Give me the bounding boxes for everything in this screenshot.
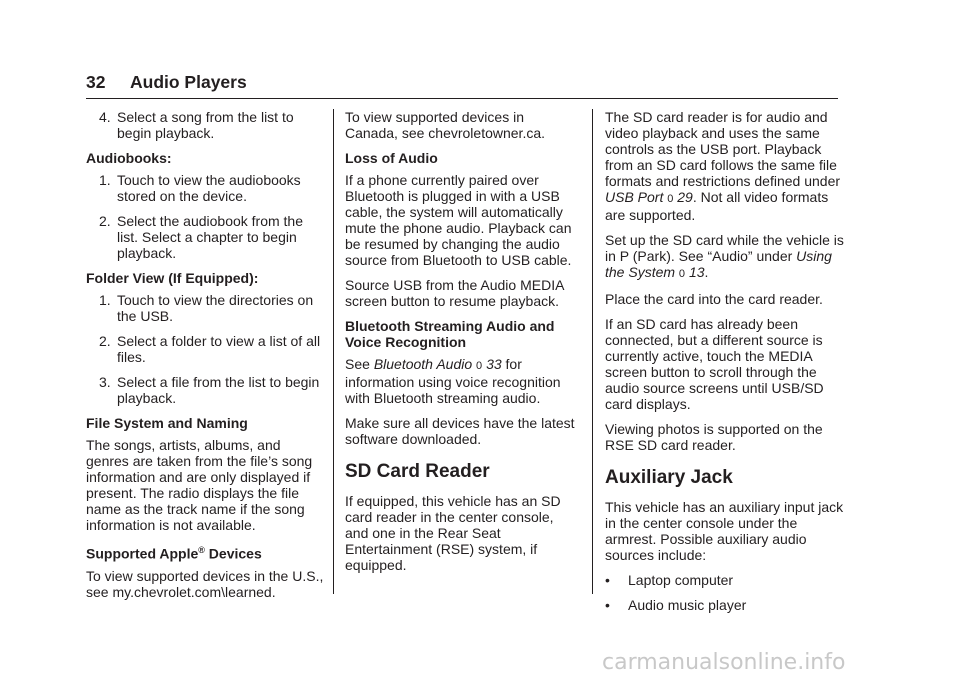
- auxiliary-jack-heading: Auxiliary Jack: [605, 467, 733, 488]
- column-divider: [592, 109, 593, 594]
- list-item: [86, 213, 326, 261]
- text: Set up the SD card while the vehicle is in P (Park). See “Audio” under: [605, 232, 844, 264]
- page-title: Audio Players: [130, 72, 247, 92]
- page-reference: 29: [677, 189, 693, 205]
- registered-mark: ®: [198, 545, 205, 555]
- list-item: [86, 333, 326, 365]
- apple-us-paragraph: To view supported devices in the U.S., see my.chevrolet.com\learned.: [86, 567, 324, 600]
- list-text: Select a file from the list to begin playback.: [117, 374, 320, 406]
- list-text: Select the audiobook from the list. Select a chapter to begin playback.: [117, 213, 304, 261]
- list-item: [86, 109, 326, 141]
- bullet-text: Laptop computer: [628, 572, 734, 588]
- file-system-heading: File System and Naming: [86, 415, 248, 431]
- sd-card-paragraph: [605, 109, 845, 223]
- audiobooks-heading: Audiobooks:: [86, 150, 172, 166]
- text: for information using voice recognition with Bluetooth streaming audio.: [345, 356, 561, 406]
- cross-reference: Using the System: [605, 248, 832, 280]
- watermark: carmanualsonline.info: [602, 650, 846, 675]
- loss-of-audio-heading: Loss of Audio: [345, 150, 438, 166]
- list-number: 3.: [99, 374, 111, 390]
- cross-reference: USB Port: [605, 189, 664, 205]
- list-item: [86, 374, 326, 406]
- list-text: Select a folder to view a list of all files.: [117, 333, 321, 365]
- list-text: Touch to view the audiobooks stored on the device.: [117, 172, 301, 204]
- loss-of-audio-paragraph: If a phone currently paired over Bluetooth is plugged in with a USB cable, the system will automatically mute the phone audio. Playback can be resumed by changing the audio source from Bluetooth to USB cable.: [345, 172, 572, 268]
- sd-photos-paragraph: Viewing photos is supported on the RSE SD card reader.: [605, 421, 823, 453]
- page-header: [86, 72, 838, 99]
- supported-apple-heading: [86, 542, 326, 562]
- bluetooth-paragraph: [345, 356, 580, 406]
- heading-text: Supported Apple: [86, 545, 199, 562]
- list-number: 2.: [99, 213, 111, 229]
- list-item: [86, 292, 326, 324]
- page-reference: 13: [688, 264, 705, 280]
- list-number: 2.: [99, 333, 111, 349]
- heading-text: Devices: [204, 545, 262, 562]
- sd-place-paragraph: Place the card into the card reader.: [605, 291, 823, 307]
- file-system-paragraph: The songs, artists, albums, and genres are taken from the file’s song information and are only displayed if present. The radio displays the file name as the track name if the song information is not available.: [86, 437, 313, 533]
- list-number: 1.: [99, 172, 111, 188]
- cross-reference: Bluetooth Audio: [373, 356, 473, 372]
- list-number: 1.: [99, 292, 111, 308]
- bullet-item: [605, 572, 845, 588]
- list-item: [86, 172, 326, 204]
- bullet-item: [605, 597, 845, 613]
- text: See: [345, 356, 374, 372]
- bullet-icon: •: [605, 572, 610, 588]
- list-number: 4.: [99, 109, 111, 125]
- bluetooth-streaming-heading: Bluetooth Streaming Audio and Voice Recognition: [345, 318, 555, 350]
- text: The SD card reader is for audio and video playback and uses the same controls as the USB port. Playback from an SD card follows the same file formats and restrictions defined under: [605, 109, 841, 189]
- auxiliary-jack-paragraph: This vehicle has an auxiliary input jack in the center console under the armrest. Possible auxiliary audio sources include:: [605, 499, 844, 563]
- page-reference: 33: [486, 356, 502, 372]
- latest-software-paragraph: Make sure all devices have the latest software downloaded.: [345, 415, 575, 447]
- page-ref-arrow-icon: 0: [476, 360, 483, 372]
- column-middle: [345, 109, 580, 582]
- sd-setup-paragraph: [605, 232, 845, 282]
- page-number: 32: [86, 72, 106, 92]
- page-ref-arrow-icon: 0: [678, 268, 686, 280]
- text: .: [704, 264, 709, 280]
- sd-connected-paragraph: If an SD card has already been connected, but a different source is currently active, touch the MEDIA screen button to scroll through the audio source screens until USB/SD card displays.: [605, 316, 824, 412]
- sd-card-reader-heading: SD Card Reader: [345, 461, 490, 482]
- list-text: Select a song from the list to begin playback.: [117, 109, 294, 141]
- column-left: [86, 109, 326, 609]
- bullet-icon: •: [605, 597, 610, 613]
- source-usb-paragraph: Source USB from the Audio MEDIA screen button to resume playback.: [345, 277, 564, 309]
- apple-canada-paragraph: To view supported devices in Canada, see chevroletowner.ca.: [345, 109, 546, 141]
- list-text: Touch to view the directories on the USB.: [117, 292, 314, 324]
- column-divider: [333, 109, 334, 594]
- bullet-text: Audio music player: [628, 597, 747, 613]
- text: . Not all video formats are supported.: [605, 189, 829, 223]
- page-ref-arrow-icon: 0: [667, 193, 674, 205]
- column-right: [605, 109, 845, 622]
- folder-view-heading: Folder View (If Equipped):: [86, 270, 259, 286]
- sd-card-intro-paragraph: If equipped, this vehicle has an SD card reader in the center console, and one in the Rear Seat Entertainment (RSE) system, if equipped.: [345, 493, 561, 573]
